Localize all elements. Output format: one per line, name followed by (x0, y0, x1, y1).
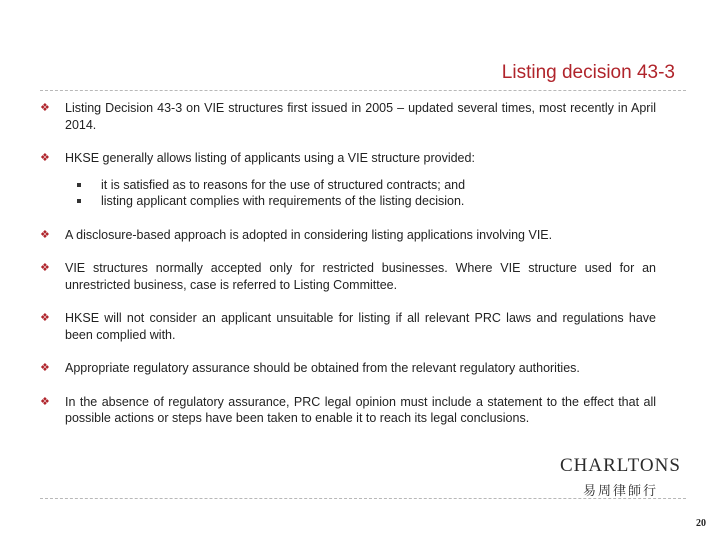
title-divider (40, 90, 686, 91)
bullet-item (40, 360, 656, 377)
diamond-bullet-icon: ❖ (40, 312, 50, 324)
sub-item-text: listing applicant complies with requirements of the listing decision. (101, 194, 465, 208)
bullet-text: A disclosure-based approach is adopted in considering listing applications involving VIE. (65, 227, 553, 242)
sub-list-item (77, 193, 656, 210)
diamond-bullet-icon: ❖ (40, 362, 50, 374)
sub-list (77, 177, 656, 210)
bullet-item (40, 150, 656, 210)
bullet-item (40, 394, 656, 427)
bullet-item (40, 227, 656, 244)
bullet-item (40, 260, 656, 293)
slide-title: Listing decision 43-3 (501, 62, 675, 83)
sub-list-item (77, 177, 656, 194)
square-bullet-icon (77, 183, 81, 187)
bullet-text: Listing Decision 43-3 on VIE structures first issued in 2005 – updated several times, most recently in April 2014. (65, 101, 656, 132)
square-bullet-icon (77, 199, 81, 203)
bullet-item (40, 310, 656, 343)
bullet-item (40, 100, 656, 133)
footer-divider (40, 498, 686, 499)
bullet-text: HKSE generally allows listing of applicants using a VIE structure provided: (65, 151, 475, 165)
diamond-bullet-icon: ❖ (40, 395, 50, 408)
logo-name-cn: 易周律師行 (582, 484, 658, 499)
diamond-bullet-icon: ❖ (40, 152, 50, 164)
logo-name-en: CHARLTONS (560, 455, 681, 476)
diamond-bullet-icon: ❖ (40, 262, 50, 274)
page-number: 20 (696, 518, 706, 529)
diamond-bullet-icon: ❖ (40, 228, 50, 241)
bullet-text: HKSE will not consider an applicant unsuitable for listing if all relevant PRC laws and regulations have been complied with. (65, 311, 656, 342)
bullet-text: Appropriate regulatory assurance should be obtained from the relevant regulatory authorities. (65, 361, 580, 375)
sub-item-text: it is satisfied as to reasons for the use of structured contracts; and (101, 177, 466, 192)
bullet-list (40, 100, 656, 444)
bullet-text: VIE structures normally accepted only for restricted businesses. Where VIE structure used for an unrestricted business, case is referred to Listing Committee. (65, 261, 656, 292)
bullet-text: In the absence of regulatory assurance, PRC legal opinion must include a statement to the effect that all possible actions or steps have been taken to enable it to reach its legal conclusions. (65, 394, 656, 425)
charltons-logo (560, 456, 681, 499)
diamond-bullet-icon: ❖ (40, 102, 50, 114)
